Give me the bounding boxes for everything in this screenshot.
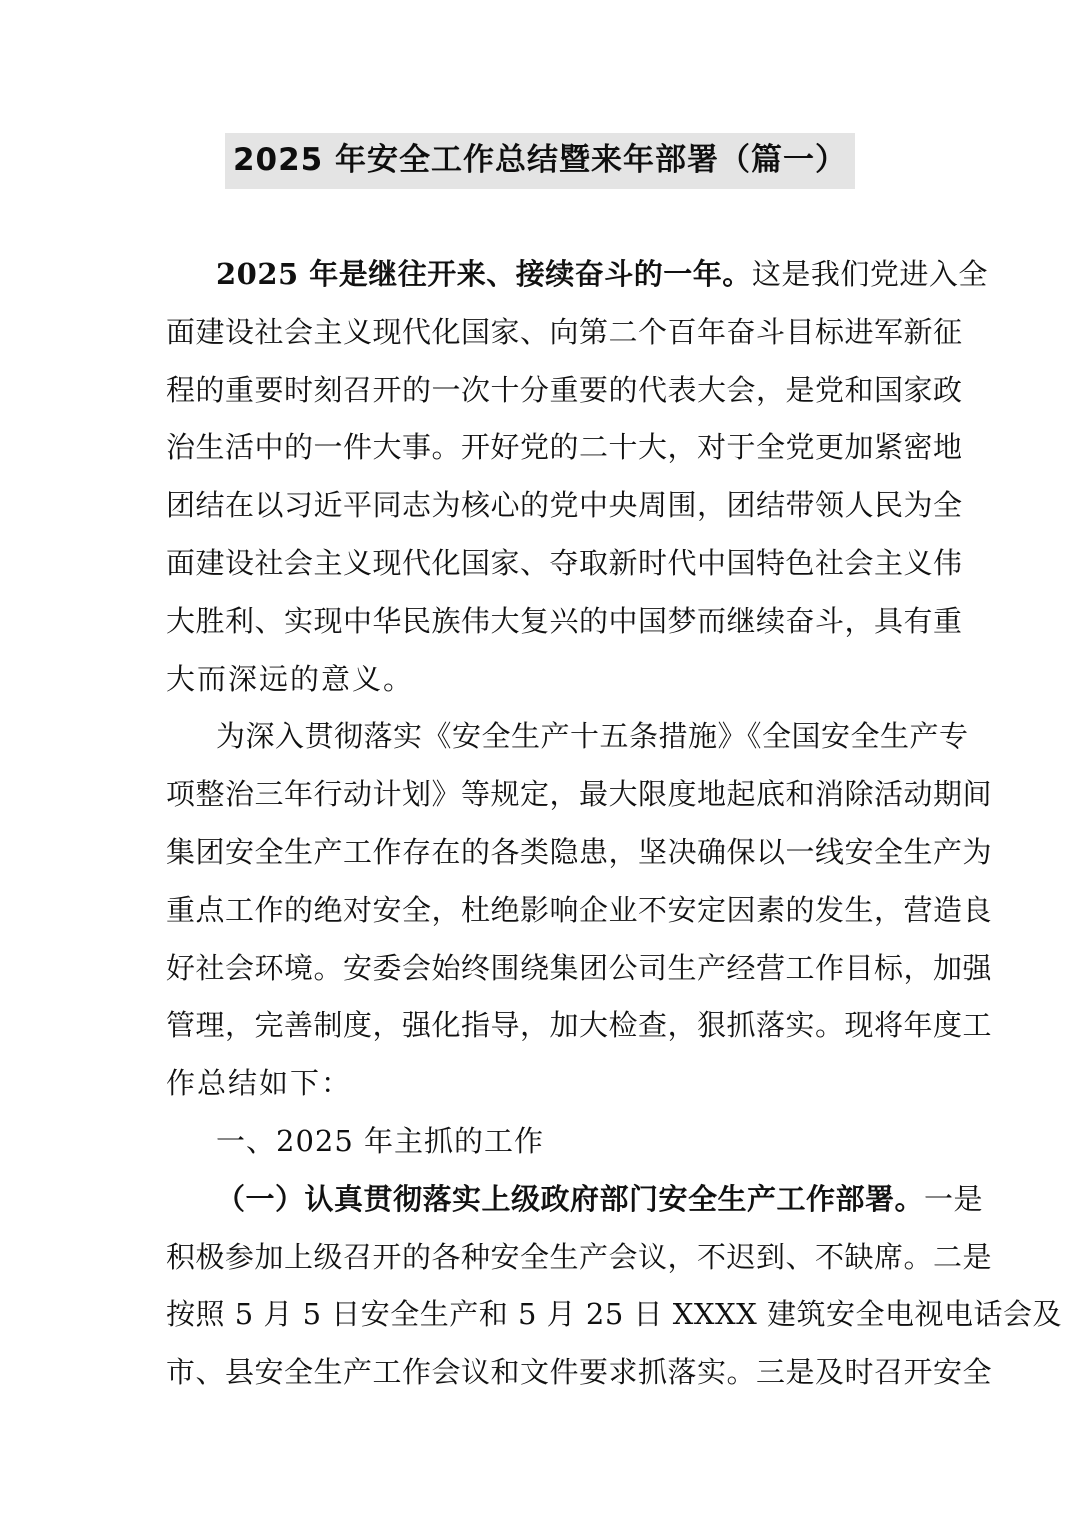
paragraph-1-line-1-rest: 这是我们党进入全 xyxy=(751,257,988,291)
section-heading: 一、2025 年主抓的工作 xyxy=(216,1123,545,1158)
paragraph-3-lead: （一）认真贯彻落实上级政府部门安全生产工作部署。 xyxy=(216,1181,925,1216)
paragraph-1-lead: 2025 年是继往开来、接续奋斗的一年。 xyxy=(216,257,752,291)
paragraph-3-line: 积极参加上级召开的各种安全生产会议，不迟到、不缺席。二是 xyxy=(166,1239,993,1274)
paragraph-1-line: 程的重要时刻召开的一次十分重要的代表大会，是党和国家政 xyxy=(166,372,963,407)
paragraph-1-line: 面建设社会主义现代化国家、向第二个百年奋斗目标进军新征 xyxy=(166,314,963,349)
paragraph-2-line: 项整治三年行动计划》等规定，最大限度地起底和消除活动期间 xyxy=(166,777,993,812)
paragraph-3-line-1-rest: 一是 xyxy=(924,1181,984,1216)
paragraph-2-line: 作总结如下： xyxy=(166,1066,353,1101)
paragraph-3-line-1 xyxy=(166,1171,984,1229)
paragraph-2-line: 为深入贯彻落实《安全生产十五条措施》《全国安全生产专 xyxy=(216,719,969,754)
paragraph-2-line: 好社会环境。安委会始终围绕集团公司生产经营工作目标，加强 xyxy=(166,950,993,985)
title-container xyxy=(0,133,1080,189)
paragraph-1-line: 团结在以习近平同志为核心的党中央周围，团结带领人民为全 xyxy=(166,488,963,523)
paragraph-1-line: 面建设社会主义现代化国家、夺取新时代中国特色社会主义伟 xyxy=(166,545,963,580)
paragraph-1-line: 大而深远的意义。 xyxy=(166,661,415,696)
paragraph-3-line: 市、县安全生产工作会议和文件要求抓落实。三是及时召开安全 xyxy=(166,1355,993,1390)
paragraph-1-line-1 xyxy=(166,246,988,304)
document-body xyxy=(166,246,1063,1402)
document-title: 2025 年安全工作总结暨来年部署（篇一） xyxy=(225,133,855,189)
paragraph-1-line: 治生活中的一件大事。开好党的二十大，对于全党更加紧密地 xyxy=(166,430,963,465)
paragraph-2-line: 集团安全生产工作存在的各类隐患，坚决确保以一线安全生产为 xyxy=(166,834,993,869)
paragraph-1-line: 大胜利、实现中华民族伟大复兴的中国梦而继续奋斗，具有重 xyxy=(166,603,963,638)
paragraph-2-line: 重点工作的绝对安全，杜绝影响企业不安定因素的发生，营造良 xyxy=(166,892,993,927)
paragraph-3-line: 按照 5 月 5 日安全生产和 5 月 25 日 XXXX 建筑安全电视电话会及 xyxy=(166,1297,1063,1332)
paragraph-2-line: 管理，完善制度，强化指导，加大检查，狠抓落实。现将年度工 xyxy=(166,1008,993,1043)
